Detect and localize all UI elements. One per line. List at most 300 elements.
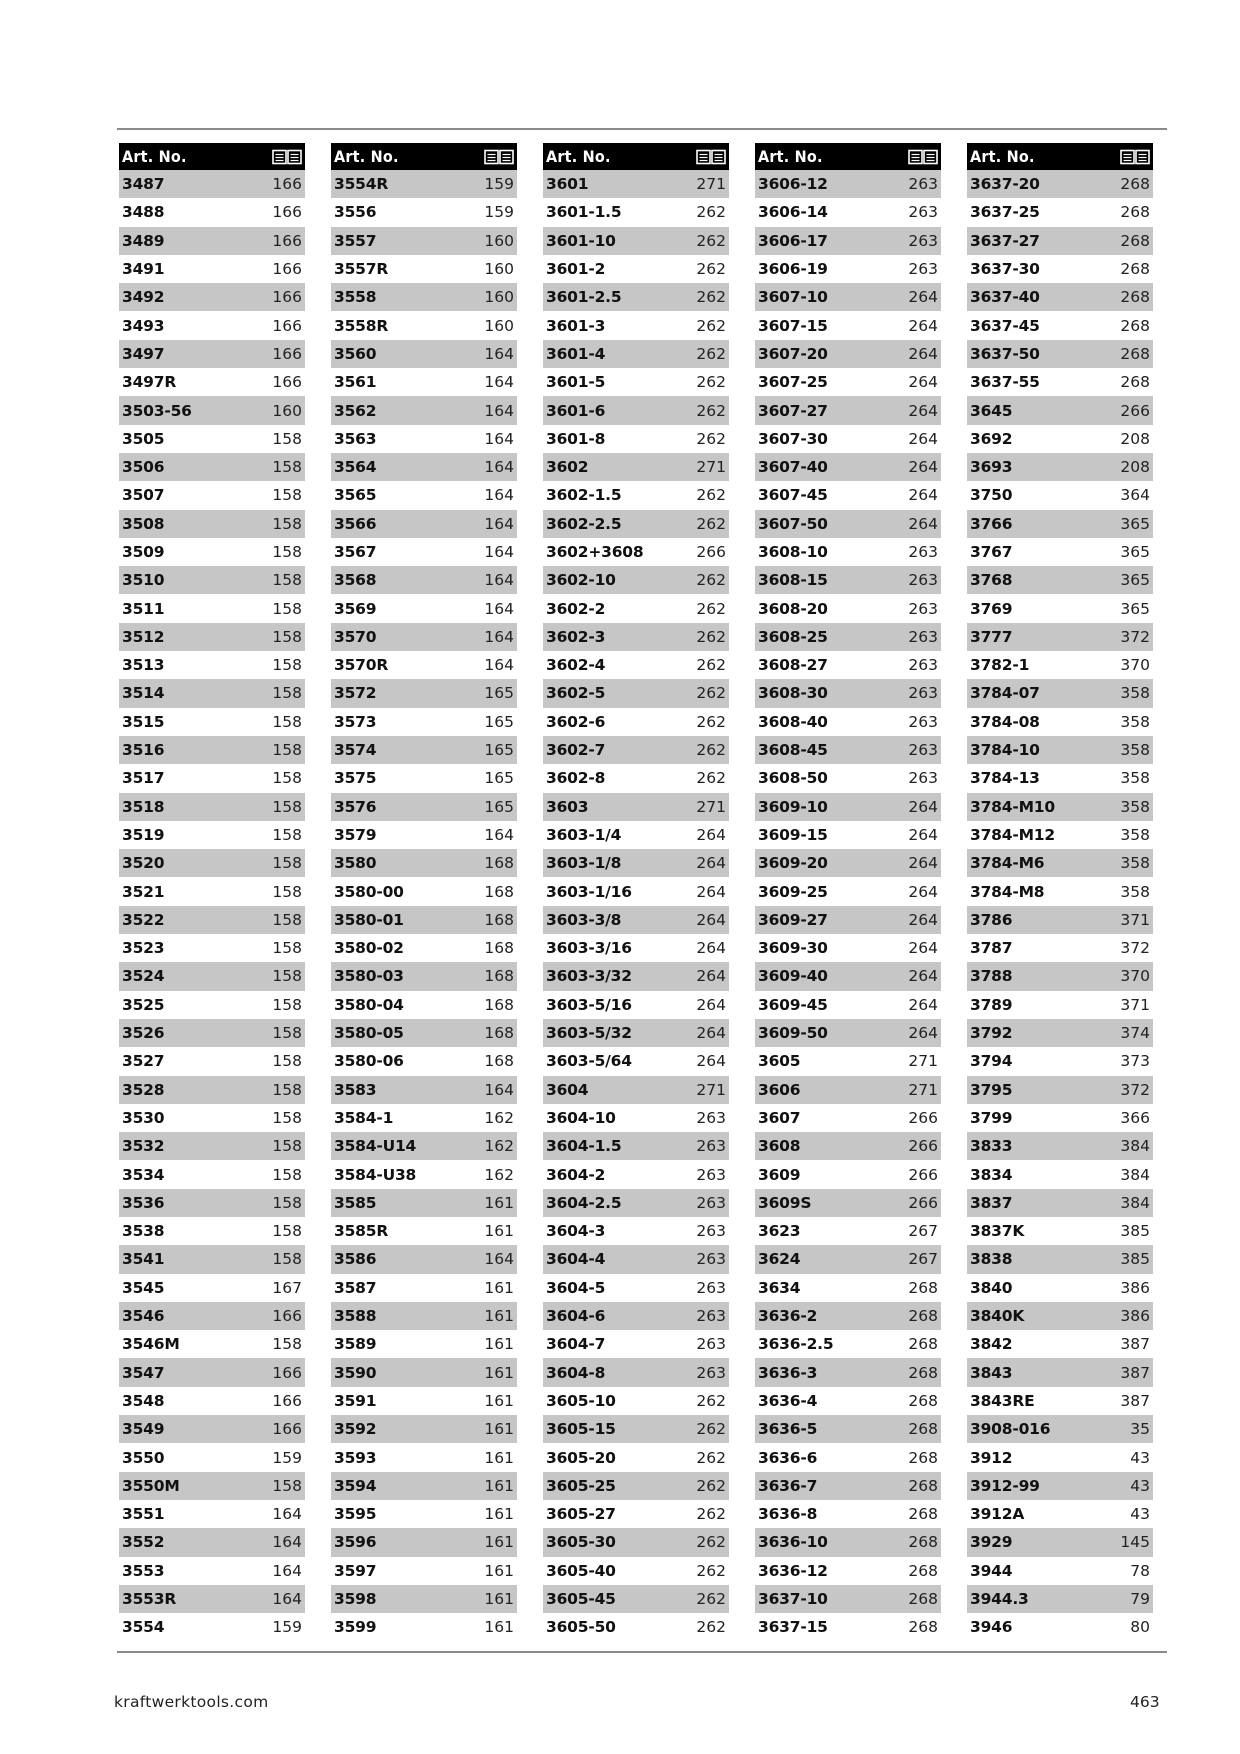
- index-row: [755, 1274, 941, 1302]
- index-row: [543, 1330, 729, 1358]
- article-number: 3588: [334, 1307, 377, 1326]
- index-row: [967, 1528, 1153, 1556]
- index-row: [543, 1500, 729, 1528]
- catalog-page: 43: [1130, 1448, 1150, 1467]
- catalog-page: 271: [696, 1080, 726, 1099]
- catalog-page: 158: [272, 656, 302, 675]
- article-number: 3602-1.5: [546, 486, 622, 505]
- article-number: 3946: [970, 1618, 1013, 1637]
- catalog-page: 263: [908, 231, 938, 250]
- article-number: 3603-3/16: [546, 939, 632, 958]
- index-row: [543, 1160, 729, 1188]
- art-no-header-label: Art. No.: [758, 147, 823, 166]
- catalog-page: 358: [1120, 684, 1150, 703]
- index-row: [543, 708, 729, 736]
- index-row: [331, 1415, 517, 1443]
- catalog-page: 164: [484, 514, 514, 533]
- catalog-page: 262: [696, 769, 726, 788]
- article-number: 3838: [970, 1250, 1013, 1269]
- index-row: [543, 1189, 729, 1217]
- index-row: [755, 198, 941, 226]
- catalog-page: 78: [1130, 1561, 1150, 1580]
- article-number: 3606-14: [758, 203, 828, 222]
- index-row: [543, 1274, 729, 1302]
- article-number: 3602-8: [546, 769, 606, 788]
- index-row: [331, 368, 517, 396]
- article-number: 3522: [122, 910, 165, 929]
- article-number: 3558R: [334, 316, 389, 335]
- catalog-page: 264: [696, 910, 726, 929]
- index-row: [967, 566, 1153, 594]
- catalog-page: 164: [484, 1250, 514, 1269]
- article-number: 3608-27: [758, 656, 828, 675]
- index-row: [755, 1613, 941, 1641]
- catalog-page: 264: [696, 854, 726, 873]
- index-row: [967, 510, 1153, 538]
- index-row: [967, 1585, 1153, 1613]
- article-number: 3636-5: [758, 1420, 818, 1439]
- index-row: [331, 1387, 517, 1415]
- catalog-page: 271: [696, 175, 726, 194]
- index-row: [967, 1330, 1153, 1358]
- catalog-page: 161: [484, 1363, 514, 1382]
- catalog-page: 262: [696, 429, 726, 448]
- index-row: [967, 425, 1153, 453]
- book-icon: [484, 149, 514, 165]
- index-row: [331, 1472, 517, 1500]
- index-row: [119, 340, 305, 368]
- index-row: [967, 1358, 1153, 1386]
- article-number: 3769: [970, 599, 1013, 618]
- article-number: 3601-10: [546, 231, 616, 250]
- index-row: [543, 1245, 729, 1273]
- article-number: 3551: [122, 1505, 165, 1524]
- article-number: 3602-7: [546, 741, 606, 760]
- article-number: 3488: [122, 203, 165, 222]
- index-row: [967, 1160, 1153, 1188]
- index-row: [967, 1443, 1153, 1471]
- article-number: 3609-40: [758, 967, 828, 986]
- index-column-2: [331, 143, 517, 1641]
- catalog-page: 159: [484, 203, 514, 222]
- article-number: 3574: [334, 741, 377, 760]
- article-number: 3602-3: [546, 627, 606, 646]
- catalog-page: 263: [696, 1278, 726, 1297]
- index-row: [755, 1076, 941, 1104]
- article-number: 3589: [334, 1335, 377, 1354]
- catalog-page: 79: [1130, 1589, 1150, 1608]
- catalog-page: 168: [484, 910, 514, 929]
- catalog-page: 158: [272, 769, 302, 788]
- index-row: [119, 538, 305, 566]
- footer-url[interactable]: kraftwerktools.com: [114, 1693, 269, 1711]
- catalog-page: 158: [272, 1024, 302, 1043]
- index-row: [119, 396, 305, 424]
- catalog-page: 164: [484, 429, 514, 448]
- index-row: [331, 453, 517, 481]
- index-row: [331, 1076, 517, 1104]
- index-row: [331, 1302, 517, 1330]
- catalog-page: 168: [484, 995, 514, 1014]
- catalog-page: 264: [908, 373, 938, 392]
- index-row: [755, 510, 941, 538]
- catalog-page: 161: [484, 1561, 514, 1580]
- catalog-page: 264: [908, 967, 938, 986]
- article-index: [119, 143, 1169, 1643]
- article-number: 3580-05: [334, 1024, 404, 1043]
- catalog-page: 145: [1120, 1533, 1150, 1552]
- index-row: [119, 1274, 305, 1302]
- column-header: [119, 143, 305, 170]
- article-number: 3645: [970, 401, 1013, 420]
- article-number: 3834: [970, 1165, 1013, 1184]
- article-number: 3603-5/16: [546, 995, 632, 1014]
- index-row: [755, 566, 941, 594]
- article-number: 3606-17: [758, 231, 828, 250]
- index-row: [331, 1189, 517, 1217]
- index-row: [331, 1557, 517, 1585]
- article-number: 3546M: [122, 1335, 180, 1354]
- index-row: [543, 736, 729, 764]
- article-number: 3558: [334, 288, 377, 307]
- index-row: [755, 1160, 941, 1188]
- index-row: [755, 1528, 941, 1556]
- catalog-page: 264: [908, 344, 938, 363]
- index-row: [755, 1104, 941, 1132]
- index-row: [543, 566, 729, 594]
- article-number: 3546: [122, 1307, 165, 1326]
- article-number: 3590: [334, 1363, 377, 1382]
- index-row: [119, 877, 305, 905]
- catalog-page: 264: [908, 825, 938, 844]
- index-row: [119, 1104, 305, 1132]
- catalog-page: 264: [908, 514, 938, 533]
- catalog-page: 166: [272, 1391, 302, 1410]
- index-row: [967, 1557, 1153, 1585]
- book-icon: [696, 149, 726, 165]
- catalog-page: 164: [484, 627, 514, 646]
- article-number: 3767: [970, 543, 1013, 561]
- index-row: [543, 255, 729, 283]
- index-row: [967, 1047, 1153, 1075]
- index-row: [331, 425, 517, 453]
- catalog-page: 264: [696, 825, 726, 844]
- catalog-page: 159: [484, 175, 514, 194]
- index-row: [331, 793, 517, 821]
- article-number: 3605-45: [546, 1589, 616, 1608]
- index-row: [967, 255, 1153, 283]
- catalog-page: 164: [484, 656, 514, 675]
- catalog-page: 365: [1120, 543, 1150, 561]
- index-row: [967, 877, 1153, 905]
- catalog-page: 371: [1120, 910, 1150, 929]
- catalog-page: 371: [1120, 995, 1150, 1014]
- catalog-page: 262: [696, 260, 726, 279]
- article-number: 3636-12: [758, 1561, 828, 1580]
- catalog-page: 262: [696, 1448, 726, 1467]
- index-row: [331, 1330, 517, 1358]
- catalog-page: 263: [696, 1250, 726, 1269]
- article-number: 3519: [122, 825, 165, 844]
- article-number: 3601-4: [546, 344, 606, 363]
- index-row: [331, 396, 517, 424]
- catalog-page: 166: [272, 344, 302, 363]
- catalog-page: 267: [908, 1222, 938, 1241]
- catalog-page: 268: [908, 1278, 938, 1297]
- index-row: [543, 1613, 729, 1641]
- index-row: [755, 283, 941, 311]
- index-row: [755, 481, 941, 509]
- index-row: [543, 934, 729, 962]
- article-number: 3513: [122, 656, 165, 675]
- article-number: 3843RE: [970, 1391, 1035, 1410]
- article-number: 3609-15: [758, 825, 828, 844]
- article-number: 3833: [970, 1137, 1013, 1156]
- article-number: 3601: [546, 175, 589, 194]
- catalog-page: 158: [272, 1250, 302, 1269]
- article-number: 3606: [758, 1080, 801, 1099]
- catalog-page: 266: [908, 1108, 938, 1127]
- article-number: 3604-1.5: [546, 1137, 622, 1156]
- article-number: 3603-1/4: [546, 825, 622, 844]
- article-number: 3602-10: [546, 571, 616, 590]
- index-row: [331, 991, 517, 1019]
- index-row: [755, 1387, 941, 1415]
- index-row: [967, 594, 1153, 622]
- article-number: 3487: [122, 175, 165, 194]
- article-number: 3604-3: [546, 1222, 606, 1241]
- article-number: 3514: [122, 684, 165, 703]
- catalog-page: 263: [908, 684, 938, 703]
- catalog-page: 161: [484, 1533, 514, 1552]
- index-row: [755, 368, 941, 396]
- article-number: 3607-10: [758, 288, 828, 307]
- catalog-page: 264: [908, 429, 938, 448]
- article-number: 3525: [122, 995, 165, 1014]
- index-row: [755, 1443, 941, 1471]
- catalog-page: 384: [1120, 1165, 1150, 1184]
- article-number: 3624: [758, 1250, 801, 1269]
- index-row: [331, 708, 517, 736]
- article-number: 3596: [334, 1533, 377, 1552]
- catalog-page: 268: [908, 1618, 938, 1637]
- article-number: 3912: [970, 1448, 1013, 1467]
- index-row: [967, 1104, 1153, 1132]
- article-number: 3545: [122, 1278, 165, 1297]
- catalog-page: 168: [484, 967, 514, 986]
- catalog-page: 264: [908, 288, 938, 307]
- index-row: [543, 821, 729, 849]
- index-row: [119, 679, 305, 707]
- catalog-page: 167: [272, 1278, 302, 1297]
- article-number: 3586: [334, 1250, 377, 1269]
- index-row: [119, 170, 305, 198]
- article-number: 3594: [334, 1476, 377, 1495]
- index-row: [755, 1472, 941, 1500]
- index-row: [967, 311, 1153, 339]
- index-row: [543, 1557, 729, 1585]
- catalog-page: 160: [484, 231, 514, 250]
- article-number: 3603-1/16: [546, 882, 632, 901]
- article-number: 3607-25: [758, 373, 828, 392]
- index-row: [543, 1132, 729, 1160]
- article-number: 3784-08: [970, 712, 1040, 731]
- article-number: 3609-27: [758, 910, 828, 929]
- catalog-page: 158: [272, 1108, 302, 1127]
- book-icon: [908, 149, 938, 165]
- index-row: [543, 340, 729, 368]
- index-row: [967, 679, 1153, 707]
- index-row: [119, 1076, 305, 1104]
- article-number: 3792: [970, 1024, 1013, 1043]
- article-number: 3572: [334, 684, 377, 703]
- index-row: [543, 1047, 729, 1075]
- catalog-page: 158: [272, 854, 302, 873]
- catalog-page: 158: [272, 684, 302, 703]
- catalog-page: 268: [908, 1363, 938, 1382]
- catalog-page: 262: [696, 231, 726, 250]
- index-row: [331, 1585, 517, 1613]
- article-number: 3608-50: [758, 769, 828, 788]
- catalog-page: 271: [696, 458, 726, 477]
- index-row: [119, 1302, 305, 1330]
- index-row: [331, 877, 517, 905]
- catalog-page: 264: [908, 1024, 938, 1043]
- catalog-page: 158: [272, 571, 302, 590]
- catalog-page: 387: [1120, 1363, 1150, 1382]
- article-number: 3601-3: [546, 316, 606, 335]
- catalog-page: 160: [484, 260, 514, 279]
- catalog-page: 386: [1120, 1278, 1150, 1297]
- index-row: [543, 849, 729, 877]
- article-number: 3693: [970, 458, 1013, 477]
- article-number: 3608-25: [758, 627, 828, 646]
- article-number: 3503-56: [122, 401, 192, 420]
- catalog-page: 43: [1130, 1476, 1150, 1495]
- art-no-header-label: Art. No.: [334, 147, 399, 166]
- index-row: [967, 1500, 1153, 1528]
- article-number: 3560: [334, 344, 377, 363]
- catalog-page: 160: [272, 401, 302, 420]
- index-row: [967, 1076, 1153, 1104]
- catalog-page: 385: [1120, 1250, 1150, 1269]
- index-row: [331, 311, 517, 339]
- catalog-page: 168: [484, 854, 514, 873]
- index-row: [119, 566, 305, 594]
- catalog-page: 158: [272, 882, 302, 901]
- article-number: 3527: [122, 1052, 165, 1071]
- article-number: 3497: [122, 344, 165, 363]
- article-number: 3587: [334, 1278, 377, 1297]
- catalog-page: 264: [908, 995, 938, 1014]
- article-number: 3603-5/64: [546, 1052, 632, 1071]
- catalog-page: 158: [272, 599, 302, 618]
- article-number: 3788: [970, 967, 1013, 986]
- article-number: 3692: [970, 429, 1013, 448]
- catalog-page: 268: [1120, 344, 1150, 363]
- catalog-page: 164: [484, 543, 514, 561]
- index-row: [543, 1019, 729, 1047]
- article-number: 3554: [122, 1618, 165, 1637]
- catalog-page: 262: [696, 1589, 726, 1608]
- article-number: 3492: [122, 288, 165, 307]
- catalog-page: 166: [272, 203, 302, 222]
- catalog-page: 262: [696, 344, 726, 363]
- article-number: 3598: [334, 1589, 377, 1608]
- index-row: [967, 821, 1153, 849]
- index-row: [119, 227, 305, 255]
- catalog-page: 161: [484, 1391, 514, 1410]
- article-number: 3570R: [334, 656, 389, 675]
- article-number: 3605-10: [546, 1391, 616, 1410]
- index-row: [967, 1472, 1153, 1500]
- article-number: 3840: [970, 1278, 1013, 1297]
- index-row: [755, 679, 941, 707]
- catalog-page: 263: [908, 175, 938, 194]
- article-number: 3593: [334, 1448, 377, 1467]
- catalog-page: 166: [272, 260, 302, 279]
- catalog-page: 370: [1120, 967, 1150, 986]
- article-number: 3637-27: [970, 231, 1040, 250]
- catalog-page: 358: [1120, 769, 1150, 788]
- index-row: [331, 821, 517, 849]
- catalog-page: 262: [696, 627, 726, 646]
- article-number: 3604-10: [546, 1108, 616, 1127]
- article-number: 3528: [122, 1080, 165, 1099]
- index-row: [755, 1415, 941, 1443]
- article-number: 3637-50: [970, 344, 1040, 363]
- index-row: [331, 1132, 517, 1160]
- article-number: 3584-U38: [334, 1165, 417, 1184]
- catalog-page: 262: [696, 684, 726, 703]
- index-row: [543, 1387, 729, 1415]
- article-number: 3843: [970, 1363, 1013, 1382]
- catalog-page: 165: [484, 684, 514, 703]
- catalog-page: 168: [484, 939, 514, 958]
- catalog-page: 263: [908, 599, 938, 618]
- index-row: [543, 1358, 729, 1386]
- article-number: 3784-10: [970, 741, 1040, 760]
- article-number: 3603-1/8: [546, 854, 622, 873]
- article-number: 3520: [122, 854, 165, 873]
- catalog-page: 262: [696, 203, 726, 222]
- article-number: 3601-1.5: [546, 203, 622, 222]
- index-row: [331, 849, 517, 877]
- catalog-page: 372: [1120, 1080, 1150, 1099]
- index-row: [119, 764, 305, 792]
- index-row: [543, 227, 729, 255]
- catalog-page: 267: [908, 1250, 938, 1269]
- index-row: [755, 1245, 941, 1273]
- index-row: [331, 1245, 517, 1273]
- catalog-page: 365: [1120, 571, 1150, 590]
- article-number: 3609-50: [758, 1024, 828, 1043]
- article-number: 3605-15: [546, 1420, 616, 1439]
- article-number: 3595: [334, 1505, 377, 1524]
- catalog-page: 358: [1120, 825, 1150, 844]
- article-number: 3636-6: [758, 1448, 818, 1467]
- index-row: [967, 991, 1153, 1019]
- index-row: [967, 1387, 1153, 1415]
- article-number: 3553R: [122, 1589, 177, 1608]
- index-row: [119, 1189, 305, 1217]
- catalog-page: 166: [272, 1307, 302, 1326]
- index-row: [331, 510, 517, 538]
- index-row: [119, 453, 305, 481]
- article-number: 3606-12: [758, 175, 828, 194]
- index-row: [331, 227, 517, 255]
- article-number: 3608-45: [758, 741, 828, 760]
